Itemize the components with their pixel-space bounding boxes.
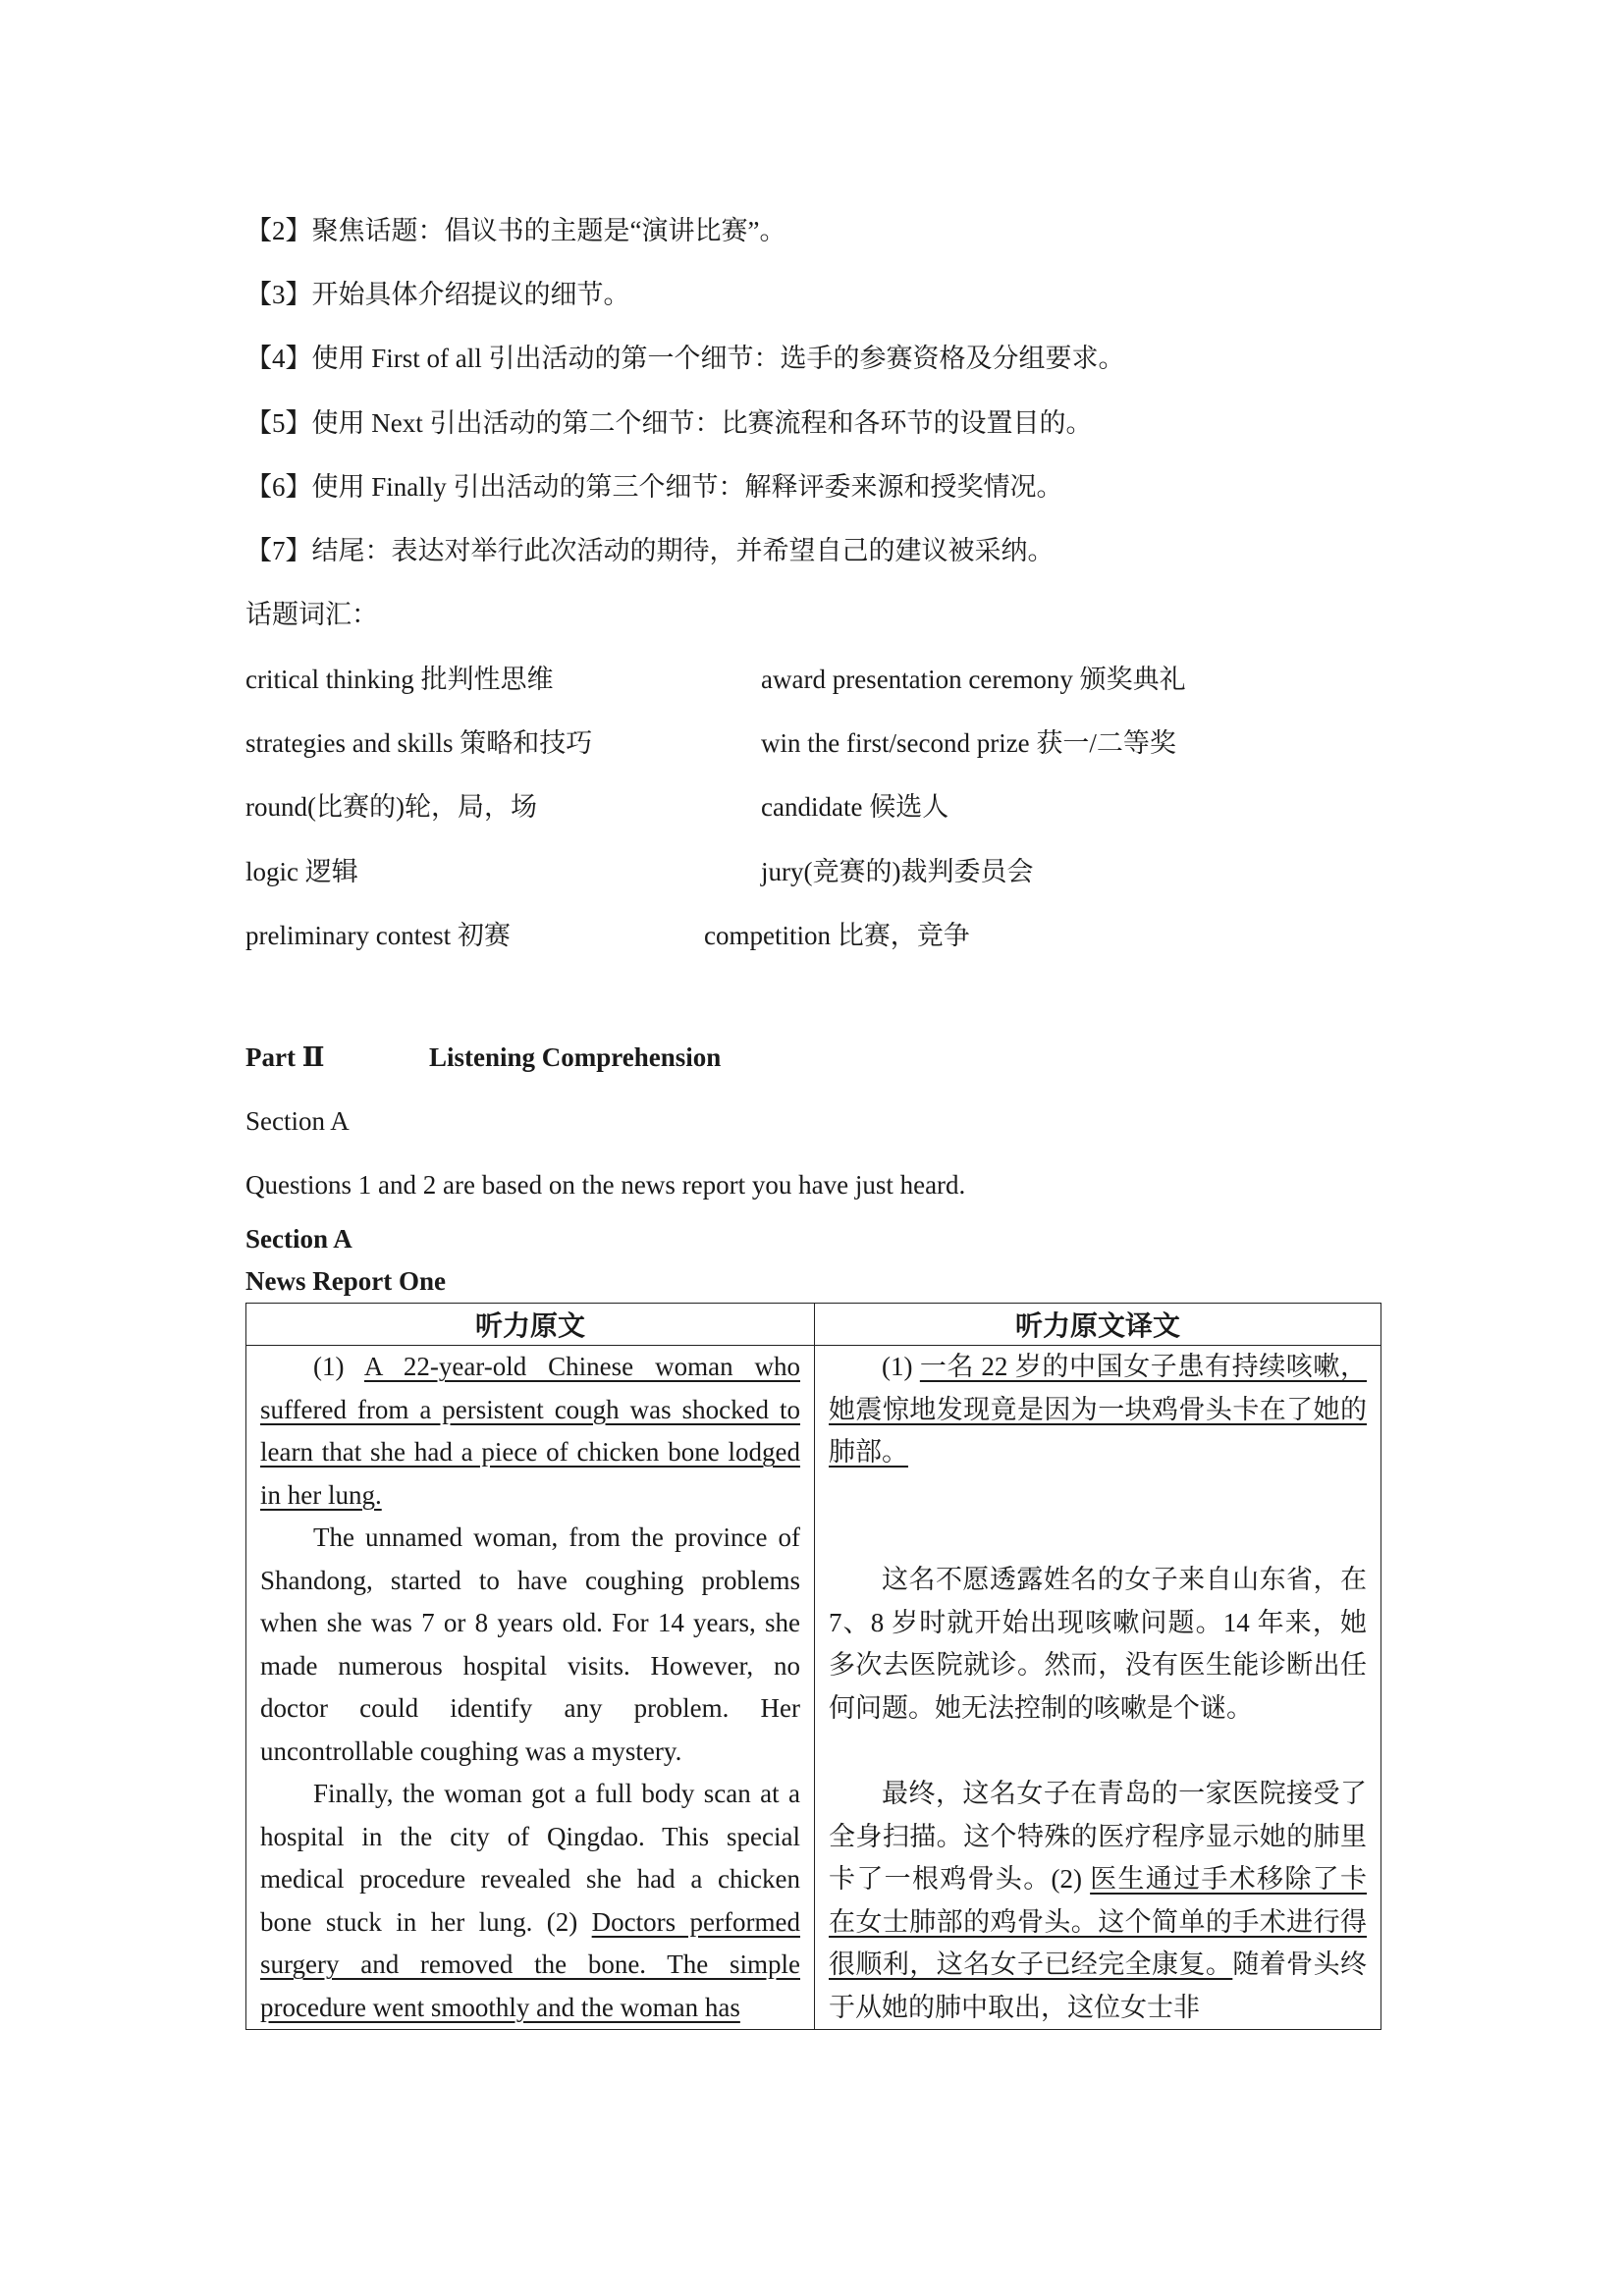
paragraph-2-en: The unnamed woman, from the province of Shandong, started to have coughing problems when she was 7 or 8 years old. For 14 years, she made numerous hospital visits. However, no doctor could identify any problem. Her uncontrollable coughing was a mystery. — [246, 1517, 815, 1773]
outline-item-7: 【7】结尾：表达对举行此次活动的期待，并希望自己的建议被采纳。 — [245, 536, 1055, 565]
answer-2-en: Doctors performed surgery and removed the bone. The simple procedure went smoothly and the woman has — [260, 1906, 800, 2022]
part-title: Listening Comprehension — [429, 1042, 722, 1072]
part-label: Part Ⅱ — [245, 1042, 325, 1072]
outline-item-3: 【3】开始具体介绍提议的细节。 — [245, 280, 630, 309]
vocab-left-5: preliminary contest 初赛 — [245, 921, 511, 950]
paragraph-3-zh-text: 最终，这名女子在青岛的一家医院接受了全身扫描。这个特殊的医疗程序显示她的肺里卡了一根鸡骨头。(2) — [829, 1779, 1367, 1894]
vocab-heading: 话题词汇： — [245, 600, 378, 629]
vocab-right-1: award presentation ceremony 颁奖典礼 — [761, 665, 1186, 694]
outline-item-2: 【2】聚焦话题：倡议书的主题是“演讲比赛”。 — [245, 216, 786, 245]
vocab-left-3: round(比赛的)轮，局，场 — [245, 792, 537, 822]
question-number-1: (1) — [313, 1352, 364, 1381]
outline-item-4: 【4】使用 First of all 引出活动的第一个细节：选手的参赛资格及分组要求。 — [245, 344, 1125, 373]
section-a-heading: Section A — [245, 1224, 352, 1254]
paragraph-3-zh — [815, 1773, 1381, 2030]
question-number-1-zh: (1) — [882, 1352, 920, 1381]
vocab-right-5: competition 比赛，竞争 — [704, 921, 970, 950]
listening-table — [245, 1303, 1381, 2030]
section-a-label: Section A — [245, 1106, 350, 1136]
paragraph-2-zh: 这名不愿透露姓名的女子来自山东省，在 7、8 岁时就开始出现咳嗽问题。14 年来，她多次去医院就诊。然而，没有医生能诊断出任何问题。她无法控制的咳嗽是个谜。 — [815, 1517, 1381, 1773]
paragraph-3-zh-tail: 随着骨头终于从她的肺中取出，这位女士非 — [829, 1949, 1368, 2022]
vocab-left-2: strategies and skills 策略和技巧 — [245, 728, 593, 758]
answer-1-en: A 22-year-old Chinese woman who suffered from a persistent cough was shocked to learn that she had a piece of chicken bone lodged in her lung. — [260, 1352, 800, 1510]
answer-1-zh: 一名 22 岁的中国女子患有持续咳嗽，她震惊地发现竟是因为一块鸡骨头卡在了她的肺部。 — [829, 1352, 1368, 1467]
paragraph-3-en — [246, 1773, 815, 2030]
paragraph-1-zh — [815, 1346, 1381, 1518]
vocab-right-2: win the first/second prize 获一/二等奖 — [761, 728, 1176, 758]
header-translation: 听力原文译文 — [815, 1304, 1381, 1346]
outline-item-5: 【5】使用 Next 引出活动的第二个细节：比赛流程和各环节的设置目的。 — [245, 408, 1093, 438]
news-report-heading: News Report One — [245, 1266, 446, 1296]
vocab-left-4: logic 逻辑 — [245, 857, 358, 886]
vocab-right-4: jury(竞赛的)裁判委员会 — [761, 857, 1034, 886]
vocab-left-1: critical thinking 批判性思维 — [245, 665, 554, 694]
paragraph-1-en — [246, 1346, 815, 1518]
questions-note: Questions 1 and 2 are based on the news report you have just heard. — [245, 1170, 966, 1200]
answer-2-zh: 医生通过手术移除了卡在女士肺部的鸡骨头。这个简单的手术进行得很顺利，这名女子已经完全康复。 — [829, 1864, 1368, 1979]
vocab-right-3: candidate 候选人 — [761, 792, 949, 822]
outline-item-6: 【6】使用 Finally 引出活动的第三个细节：解释评委来源和授奖情况。 — [245, 472, 1063, 502]
header-original: 听力原文 — [246, 1304, 815, 1346]
paragraph-3-en-text: Finally, the woman got a full body scan at a hospital in the city of Qingdao. This special medical procedure revealed she had a chicken bone stuck in her lung. (2) — [260, 1779, 800, 1937]
